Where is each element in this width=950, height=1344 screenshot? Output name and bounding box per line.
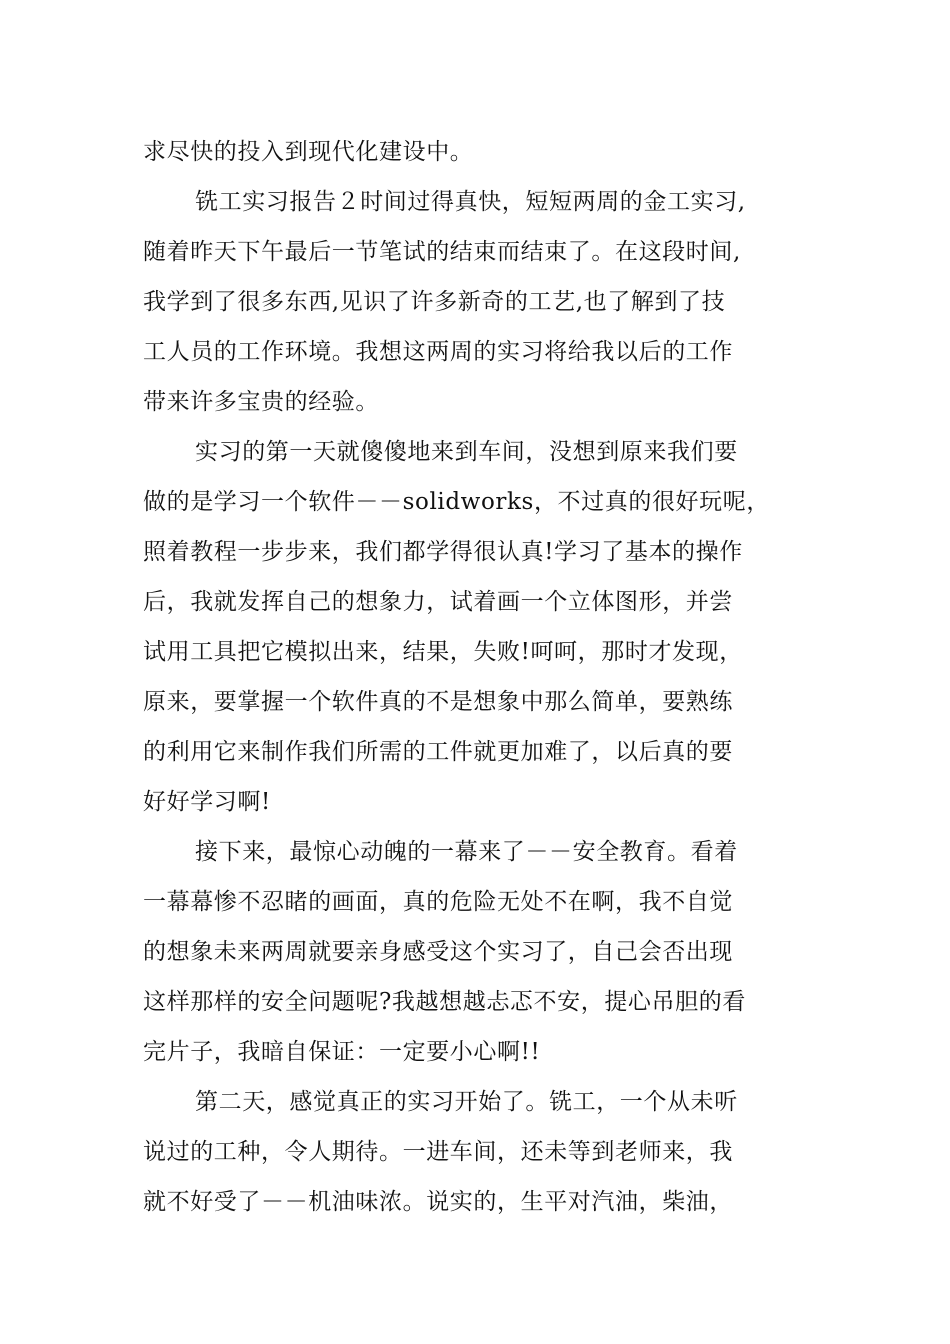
text-line: 接下来，最惊心动魄的一幕来了－－安全教育。看着 — [195, 839, 738, 865]
text-line: 工人员的工作环境。我想这两周的实习将给我以后的工作 — [143, 339, 733, 365]
text-line: 原来，要掌握一个软件真的不是想象中那么简单，要熟练 — [143, 689, 733, 715]
text-line: 照着教程一步步来，我们都学得很认真!学习了基本的操作 — [143, 539, 743, 565]
text-line: 就不好受了－－机油味浓。说实的，生平对汽油，柴油， — [143, 1189, 733, 1215]
text-line: 这样那样的安全问题呢?我越想越忐忑不安，提心吊胆的看 — [143, 989, 746, 1015]
text-line: 一幕幕惨不忍睹的画面，真的危险无处不在啊，我不自觉 — [143, 889, 733, 915]
text-line: 好好学习啊! — [143, 789, 271, 815]
text-line: 第二天，感觉真正的实习开始了。铣工，一个从未听 — [195, 1089, 738, 1115]
text-line: 的想象未来两周就要亲身感受这个实习了，自己会否出现 — [143, 939, 733, 965]
text-line: 做的是学习一个软件－－solidworks，不过真的很好玩呢， — [143, 489, 770, 515]
text-line: 说过的工种，令人期待。一进车间，还未等到老师来，我 — [143, 1139, 733, 1165]
text-line: 求尽快的投入到现代化建设中。 — [143, 139, 474, 165]
text-line: 的利用它来制作我们所需的工件就更加难了，以后真的要 — [143, 739, 733, 765]
text-line: 实习的第一天就傻傻地来到车间，没想到原来我们要 — [195, 439, 738, 465]
text-line: 带来许多宝贵的经验。 — [143, 389, 379, 415]
text-line: 完片子，我暗自保证：一定要小心啊!! — [143, 1039, 541, 1065]
text-line: 后，我就发挥自己的想象力，试着画一个立体图形，并尝 — [143, 589, 733, 615]
text-line: 试用工具把它模拟出来，结果，失败!呵呵，那时才发现， — [143, 639, 743, 665]
text-line: 我学到了很多东西,见识了许多新奇的工艺,也了解到了技 — [143, 289, 726, 315]
text-line: 随着昨天下午最后一节笔试的结束而结束了。在这段时间, — [143, 239, 741, 265]
text-line: 铣工实习报告２时间过得真快，短短两周的金工实习, — [195, 189, 746, 215]
